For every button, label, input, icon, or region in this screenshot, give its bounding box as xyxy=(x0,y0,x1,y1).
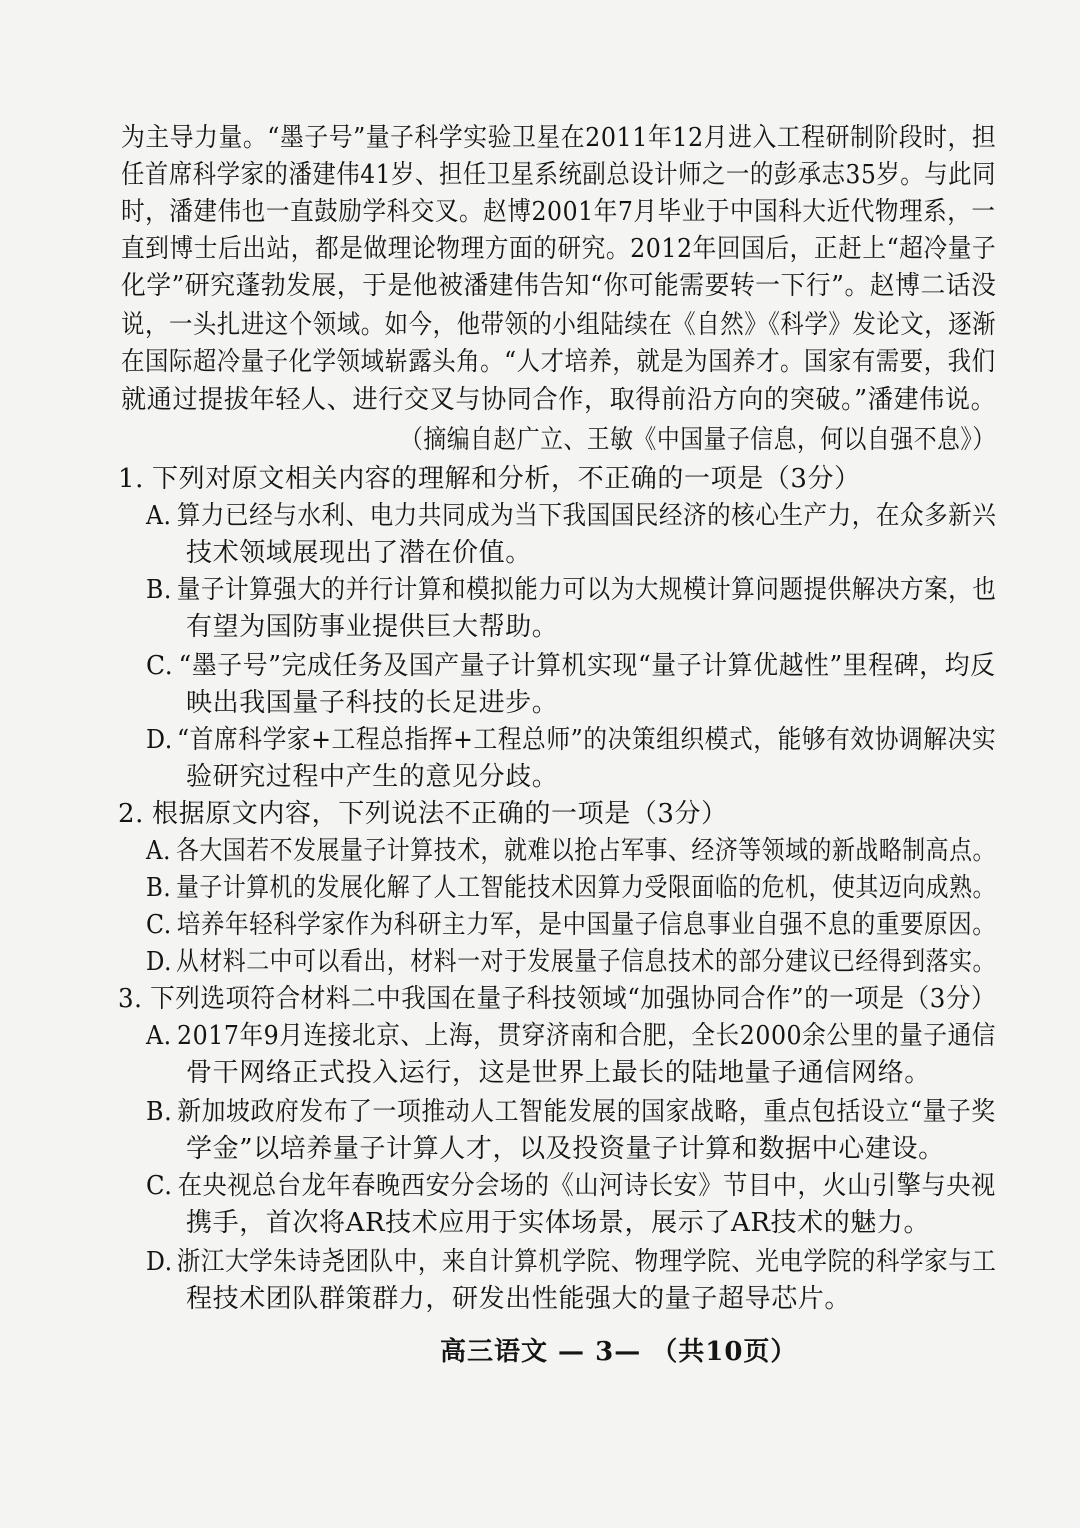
option-text: 浙江大学朱诗尧团队中，来自计算机学院、物理学院、光电学院的科学家与工 xyxy=(176,1247,997,1277)
option-continuation: 携手，首次将AR技术应用于实体场景，展示了AR技术的魅力。 xyxy=(186,1208,931,1238)
option-label: B. xyxy=(146,873,172,903)
question-stem xyxy=(118,459,861,499)
option-text: 算力已经与水利、电力共同成为当下我国国民经济的核心生产力，在众多新兴 xyxy=(176,501,997,531)
option-line xyxy=(146,868,996,908)
passage-line: 时，潘建伟也一直鼓励学科交叉。赵博2001年7月毕业于中国科大近代物理系，一 xyxy=(121,197,996,227)
question-text: 下列选项符合材料二中我国在量子科技领域“加强协同合作”的一项是（3分） xyxy=(150,984,997,1014)
option-line xyxy=(146,570,996,610)
passage-line: 就通过提拔年轻人、进行交叉与协同合作，取得前沿方向的突破。”潘建伟说。 xyxy=(121,385,997,415)
question-number: 2. xyxy=(118,799,145,829)
option-label: D. xyxy=(146,1247,173,1277)
option-line xyxy=(146,646,996,686)
option-label: C. xyxy=(146,1171,173,1201)
option-text: 从材料二中可以看出，材料一对于发展量子信息技术的部分建议已经得到落实。 xyxy=(175,947,996,977)
question-stem xyxy=(118,794,728,834)
option-text: 在央视总台龙年春晚西安分会场的《山河诗长安》节目中，火山引擎与央视 xyxy=(177,1171,996,1201)
option-label: C. xyxy=(146,651,174,681)
question-stem xyxy=(118,979,996,1019)
passage-line: 任首席科学家的潘建伟41岁、担任卫星系统副总设计师之一的彭承志35岁。与此同 xyxy=(121,160,996,190)
question-text: 下列对原文相关内容的理解和分析，不正确的一项是（3分） xyxy=(152,464,861,494)
option-text: 新加坡政府发布了一项推动人工智能发展的国家战略，重点包括设立“量子奖 xyxy=(177,1097,996,1127)
option-label: A. xyxy=(146,1021,172,1051)
option-continuation: 程技术团队群策群力，研发出性能强大的量子超导芯片。 xyxy=(186,1284,852,1314)
option-label: C. xyxy=(146,910,172,940)
option-line xyxy=(146,831,996,871)
option-text: 2017年9月连接北京、上海，贯穿济南和合肥，全长2000余公里的量子通信 xyxy=(176,1021,997,1051)
option-line xyxy=(146,496,996,536)
question-number: 1. xyxy=(118,464,145,494)
passage-line: 在国际超冷量子化学领域崭露头角。“人才培养，就是为国养才。国家有需要，我们 xyxy=(121,347,996,377)
passage-line: 直到博士后出站，都是做理论物理方面的研究。2012年回国后，正赶上“超冷量子 xyxy=(121,234,997,264)
option-continuation: 映出我国量子科技的长足进步。 xyxy=(186,688,559,718)
option-label: B. xyxy=(146,1097,173,1127)
question-text: 根据原文内容，下列说法不正确的一项是（3分） xyxy=(152,799,728,829)
option-continuation: 有望为国防事业提供巨大帮助。 xyxy=(186,612,559,642)
option-continuation: 骨干网络正式投入运行，这是世界上最长的陆地量子通信网络。 xyxy=(186,1058,931,1088)
option-continuation: 学金”以培养量子计算人才，以及投资量子计算和数据中心建设。 xyxy=(186,1134,945,1164)
passage-line: 说，一头扎进这个领域。如今，他带领的小组陆续在《自然》《科学》发论文，逐渐 xyxy=(121,310,997,340)
option-continuation: 验研究过程中产生的意见分歧。 xyxy=(186,762,559,792)
option-line xyxy=(146,942,996,982)
option-line xyxy=(146,720,996,760)
question-number: 3. xyxy=(118,984,143,1014)
option-continuation: 技术领域展现出了潜在价值。 xyxy=(186,538,532,568)
option-label: A. xyxy=(146,501,172,531)
option-text: “首席科学家+工程总指挥+工程总师”的决策组织模式，能够有效协调解决实 xyxy=(177,725,997,755)
option-line xyxy=(146,1016,996,1056)
option-label: A. xyxy=(146,836,171,866)
option-text: 培养年轻科学家作为科研主力军，是中国量子信息事业自强不息的重要原因。 xyxy=(176,910,997,940)
page-footer: 高三语文 — 3— （共10页） xyxy=(440,1337,798,1367)
option-text: 量子计算强大的并行计算和模拟能力可以为大规模计算问题提供解决方案，也 xyxy=(176,575,997,605)
option-text: “墨子号”完成任务及国产量子计算机实现“量子计算优越性”里程碑，均反 xyxy=(178,651,996,681)
option-text: 各大国若不发展量子计算技术，就难以抢占军事、经济等领域的新战略制高点。 xyxy=(175,836,996,866)
option-label: D. xyxy=(146,947,172,977)
option-label: D. xyxy=(146,725,173,755)
passage-line: 为主导力量。“墨子号”量子科学实验卫星在2011年12月进入工程研制阶段时，担 xyxy=(121,123,997,153)
option-line xyxy=(146,1092,996,1132)
option-line xyxy=(146,1166,996,1206)
passage-line: 化学”研究蓬勃发展，于是他被潘建伟告知“你可能需要转一下行”。赵博二话没 xyxy=(121,271,997,301)
option-line xyxy=(146,905,996,945)
source-citation: （摘编自赵广立、王敏《中国量子信息，何以自强不息》） xyxy=(400,425,996,455)
option-line xyxy=(146,1242,996,1282)
option-label: B. xyxy=(146,575,172,605)
option-text: 量子计算机的发展化解了人工智能技术因算力受限面临的危机，使其迈向成熟。 xyxy=(175,873,996,903)
